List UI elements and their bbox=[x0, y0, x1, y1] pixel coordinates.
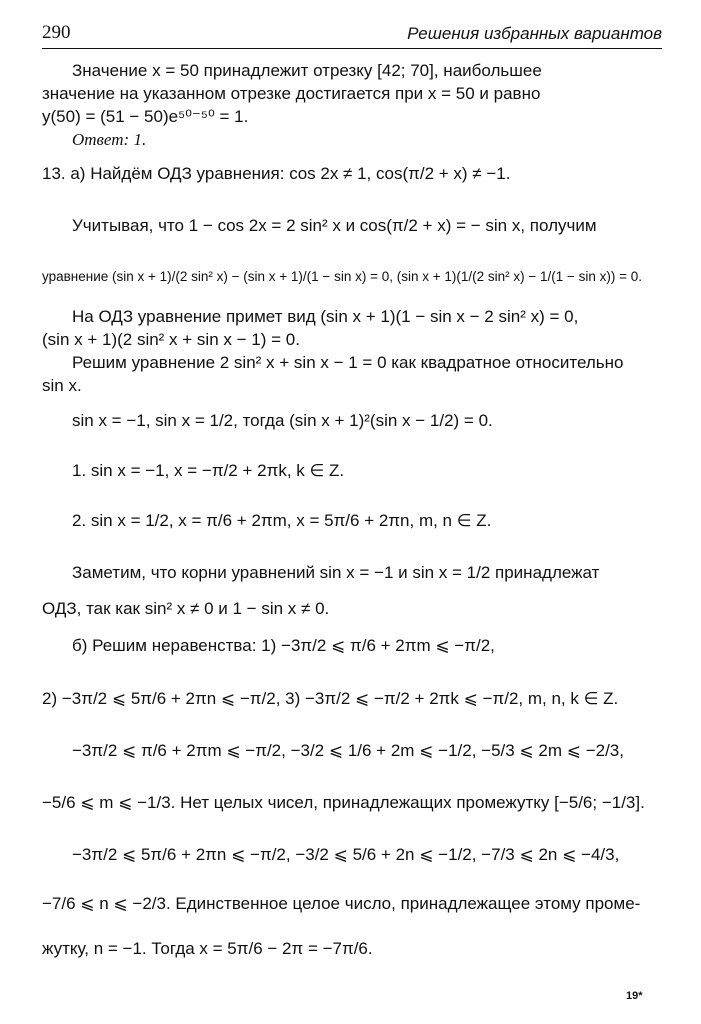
text-line: −3π/2 ⩽ π/6 + 2πm ⩽ −π/2, −3/2 ⩽ 1/6 + 2m ⩽ −1/2, −5/3 ⩽ 2m ⩽ −2/3, bbox=[72, 741, 624, 760]
text-line: 1. sin x = −1, x = −π/2 + 2πk, k ∈ Z. bbox=[72, 461, 345, 480]
text-line: Заметим, что корни уравнений sin x = −1 и sin x = 1/2 принадлежат bbox=[72, 563, 600, 582]
problem-13a-line: 13. а) Найдём ОДЗ уравнения: cos 2x ≠ 1, cos(π/2 + x) ≠ −1. bbox=[42, 164, 511, 183]
text-line: −5/6 ⩽ m ⩽ −1/3. Нет целых чисел, принадлежащих промежутку [−5/6; −1/3]. bbox=[42, 793, 645, 812]
text-line: значение на указанном отрезке достигается при x = 50 и равно bbox=[42, 84, 541, 103]
text-line: Значение x = 50 принадлежит отрезку [42; 70], наибольшее bbox=[72, 61, 542, 80]
text-line: На ОДЗ уравнение примет вид (sin x + 1)(1 − sin x − 2 sin² x) = 0, bbox=[72, 307, 579, 326]
text-line: уравнение (sin x + 1)/(2 sin² x) − (sin x + 1)/(1 − sin x) = 0, (sin x + 1)(1/(2 sin² x) − 1/(1 − sin x)) = 0. bbox=[42, 269, 643, 284]
problem-13b-line: б) Решим неравенства: 1) −3π/2 ⩽ π/6 + 2πm ⩽ −π/2, bbox=[72, 636, 495, 655]
text-line: −7/6 ⩽ n ⩽ −2/3. Единственное целое число, принадлежащее этому проме- bbox=[42, 894, 641, 913]
text-line: sin x. bbox=[42, 376, 82, 395]
text-line: Учитывая, что 1 − cos 2x = 2 sin² x и cos(π/2 + x) = − sin x, получим bbox=[72, 216, 597, 235]
text-line: y(50) = (51 − 50)e⁵⁰⁻⁵⁰ = 1. bbox=[42, 107, 249, 126]
page-header bbox=[42, 20, 662, 49]
text-line: −3π/2 ⩽ 5π/6 + 2πn ⩽ −π/2, −3/2 ⩽ 5/6 + 2n ⩽ −1/2, −7/3 ⩽ 2n ⩽ −4/3, bbox=[72, 845, 620, 864]
text-line: 2. sin x = 1/2, x = π/6 + 2πm, x = 5π/6 + 2πn, m, n ∈ Z. bbox=[72, 511, 492, 530]
text-line: 2) −3π/2 ⩽ 5π/6 + 2πn ⩽ −π/2, 3) −3π/2 ⩽ −π/2 + 2πk ⩽ −π/2, m, n, k ∈ Z. bbox=[42, 689, 619, 708]
running-title: Решения избранных вариантов bbox=[407, 24, 662, 43]
text-line: (sin x + 1)(2 sin² x + sin x − 1) = 0. bbox=[42, 330, 300, 349]
answer-line: Ответ: 1. bbox=[72, 130, 147, 149]
text-line: жутку, n = −1. Тогда x = 5π/6 − 2π = −7π/6. bbox=[42, 939, 373, 958]
text-line: Решим уравнение 2 sin² x + sin x − 1 = 0 как квадратное относительно bbox=[72, 353, 624, 372]
text-line: ОДЗ, так как sin² x ≠ 0 и 1 − sin x ≠ 0. bbox=[42, 599, 330, 618]
page-number: 290 bbox=[42, 22, 71, 43]
signature-mark: 19* bbox=[626, 990, 643, 1002]
text-line: sin x = −1, sin x = 1/2, тогда (sin x + 1)²(sin x − 1/2) = 0. bbox=[72, 411, 493, 430]
